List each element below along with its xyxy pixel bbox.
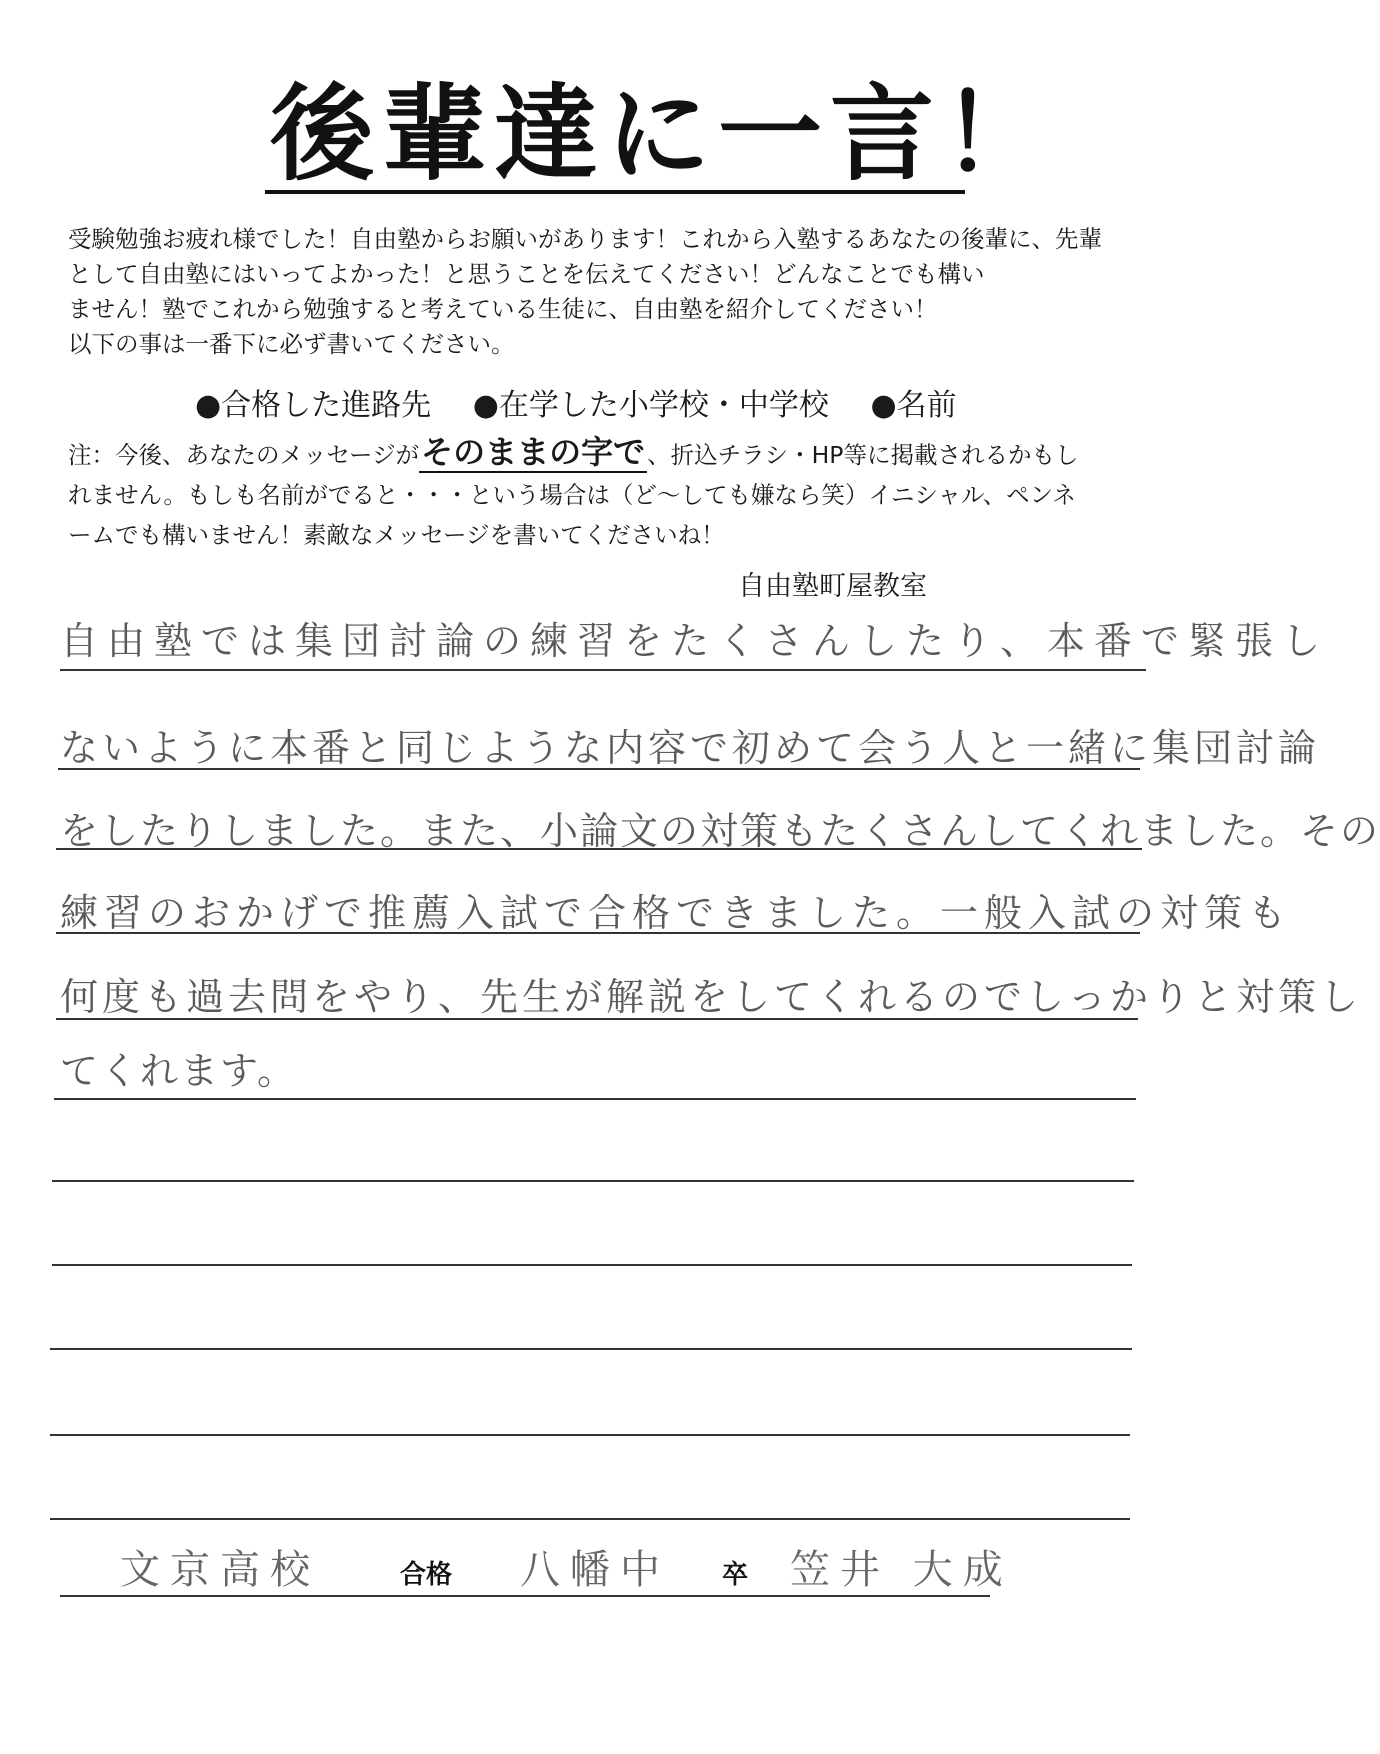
message-line-2: ないように本番と同じような内容で初めて会う人と一緒に集団討論 bbox=[60, 726, 1321, 770]
footer-pass-label: 合格 bbox=[400, 1560, 453, 1590]
footer-line bbox=[60, 1595, 990, 1597]
writing-line bbox=[56, 848, 1142, 850]
writing-line bbox=[56, 932, 1140, 934]
intro-line: ません！塾でこれから勉強すると考えている生徒に、自由塾を紹介してください！ bbox=[68, 295, 938, 323]
requirement-item-schools: ●在学した小学校・中学校 bbox=[472, 388, 829, 423]
note-line-3: ームでも構いません！素敵なメッセージを書いてくださいね！ bbox=[68, 521, 725, 549]
requirement-list bbox=[195, 386, 989, 426]
message-line-3: をしたりしました。また、小論文の対策もたくさんしてくれました。その bbox=[60, 809, 1380, 853]
message-line-5: 何度も過去問をやり、先生が解説をしてくれるのでしっかりと対策し bbox=[60, 975, 1363, 1019]
title-underline bbox=[265, 190, 965, 194]
writing-line bbox=[60, 669, 1146, 671]
footer-name: 笠井 大成 bbox=[790, 1547, 1013, 1593]
message-line-6: てくれます。 bbox=[60, 1049, 297, 1093]
intro-line: 以下の事は一番下に必ず書いてください。 bbox=[68, 330, 515, 358]
note-line-1 bbox=[68, 432, 1178, 475]
note-text bbox=[68, 432, 1178, 555]
note-emphasis: そのままの字で bbox=[421, 433, 646, 471]
footer-junior-high: 八幡中 bbox=[520, 1547, 670, 1593]
note-line-1-before: 注：今後、あなたのメッセージが bbox=[68, 441, 420, 469]
classroom-name: 自由塾町屋教室 bbox=[738, 571, 927, 602]
writing-line bbox=[52, 1264, 1132, 1266]
writing-line bbox=[50, 1518, 1130, 1520]
writing-line bbox=[50, 1348, 1132, 1350]
writing-line bbox=[50, 1434, 1130, 1436]
footer-school: 文京高校 bbox=[120, 1547, 320, 1593]
page-title: 後輩達に一言！ bbox=[270, 73, 1055, 195]
message-line-1: 自由塾では集団討論の練習をたくさんしたり、本番で緊張し bbox=[60, 619, 1330, 663]
requirement-item-destination: ●合格した進路先 bbox=[195, 388, 432, 423]
note-line-2: れません。もしも名前がでると・・・という場合は（ど〜しても嫌なら笑）イニシャル、ペンネ bbox=[68, 481, 1076, 509]
note-line-1-after: 、折込チラシ・HP等に掲載されるかもし bbox=[647, 441, 1079, 469]
footer-graduate-label: 卒 bbox=[722, 1560, 749, 1590]
message-line-4: 練習のおかげで推薦入試で合格できました。一般入試の対策も bbox=[60, 891, 1293, 935]
writing-line bbox=[56, 1018, 1138, 1020]
writing-line bbox=[58, 768, 1140, 770]
requirement-item-name: ●名前 bbox=[870, 388, 957, 423]
intro-line: 受験勉強お疲れ様でした！自由塾からお願いがあります！これから入塾するあなたの後輩に、先輩 bbox=[68, 225, 1102, 253]
writing-line bbox=[54, 1098, 1136, 1100]
intro-line: として自由塾にはいってよかった！と思うことを伝えてください！どんなことでも構い bbox=[68, 260, 985, 288]
writing-line bbox=[52, 1180, 1134, 1182]
intro-text bbox=[68, 222, 1178, 362]
